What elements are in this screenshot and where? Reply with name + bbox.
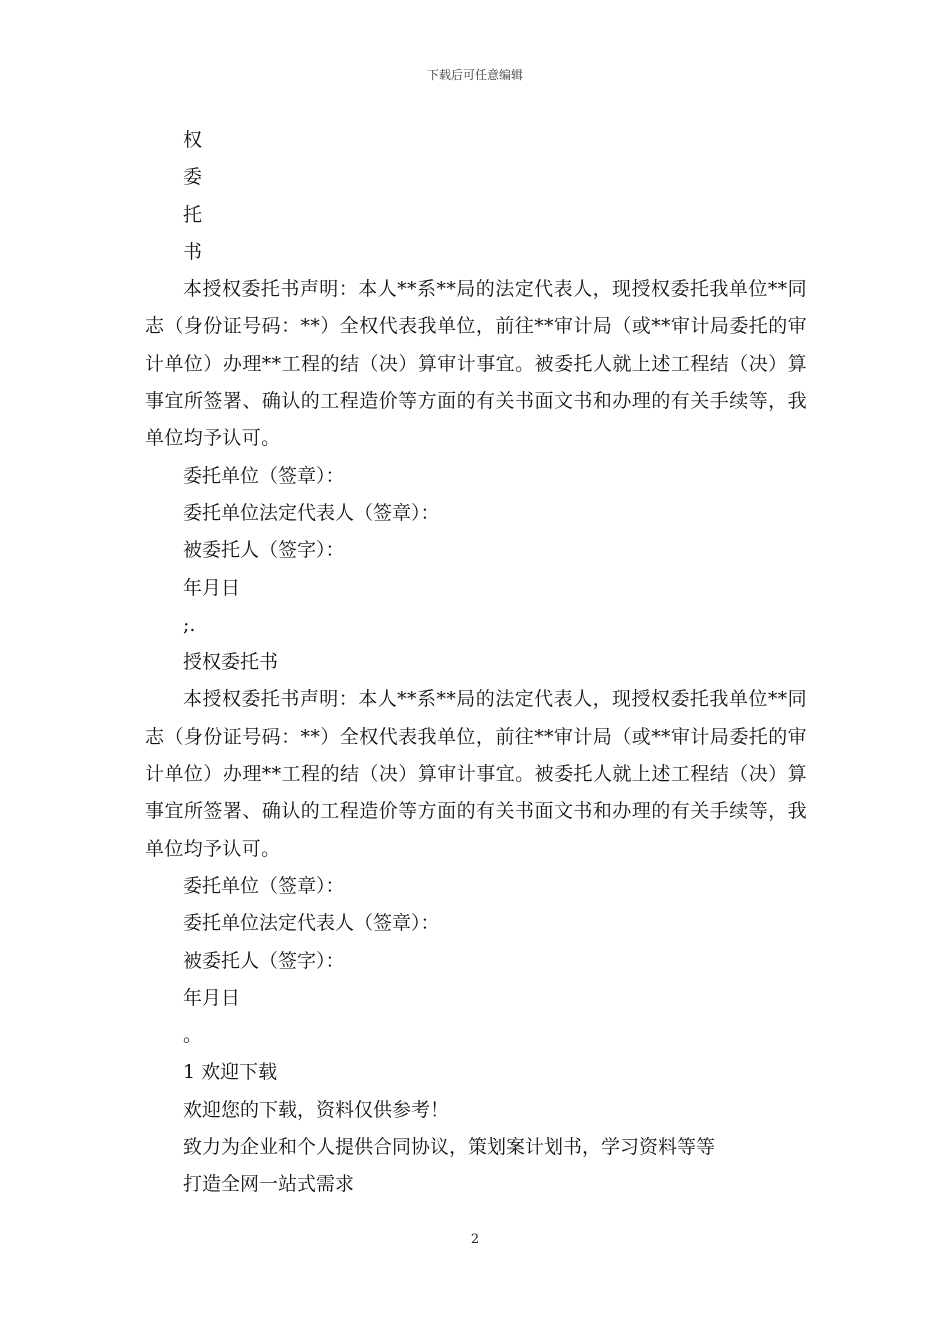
end-mark: 。	[183, 1024, 203, 1047]
document-body	[145, 122, 807, 1204]
page-header: 下载后可任意编辑	[426, 68, 523, 82]
date-label-1: 年月日	[183, 576, 241, 599]
promo-line-1: 欢迎您的下载，资料仅供参考！	[183, 1098, 450, 1121]
legal-rep-signature-label-2: 委托单位法定代表人（签章）：	[183, 912, 440, 935]
declaration-paragraph-2: 本授权委托书声明：本人**系**局的法定代表人，现授权委托我单位**同志（身份证号码：**）全权代表我单位，前往**审计局（或**审计局委托的审计单位）办理**工程的结（决）算审计事宜。被委托人就上述工程结（决）算事宜所签署、确认的工程造价等方面的有关书面文书和办理的有关手续等，我单位均予认可。	[145, 688, 807, 860]
title-char-3: 托	[183, 203, 203, 226]
principal-signature-label-2: 委托单位（签章）：	[183, 874, 345, 897]
page-number: 2	[470, 1232, 480, 1247]
title-char-4: 书	[183, 240, 203, 263]
date-label-2: 年月日	[183, 986, 241, 1009]
agent-signature-label-1: 被委托人（签字）：	[183, 539, 345, 562]
legal-rep-signature-label-1: 委托单位法定代表人（签章）：	[183, 501, 440, 524]
section-title-2: 授权委托书	[183, 651, 279, 674]
promo-line-2: 致力为企业和个人提供合同协议，策划案计划书，学习资料等等	[183, 1136, 716, 1159]
promo-heading: 1 欢迎下载	[183, 1061, 278, 1084]
principal-signature-label-1: 委托单位（签章）：	[183, 464, 345, 487]
declaration-paragraph-1: 本授权委托书声明：本人**系**局的法定代表人，现授权委托我单位**同志（身份证号码：**）全权代表我单位，前往**审计局（或**审计局委托的审计单位）办理**工程的结（决）算审计事宜。被委托人就上述工程结（决）算事宜所签署、确认的工程造价等方面的有关书面文书和办理的有关手续等，我单位均予认可。	[145, 278, 807, 450]
promo-line-3: 打造全网一站式需求	[183, 1173, 355, 1196]
agent-signature-label-2: 被委托人（签字）：	[183, 949, 345, 972]
separator-mark: ;.	[183, 613, 196, 636]
title-char-1: 权	[183, 129, 203, 151]
title-char-2: 委	[183, 166, 203, 189]
